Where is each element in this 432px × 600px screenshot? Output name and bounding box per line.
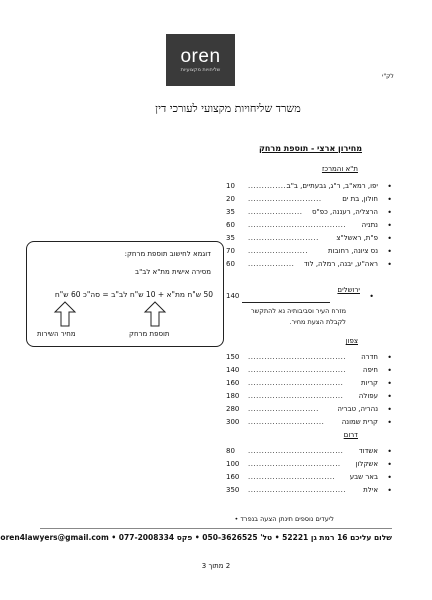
dot-leader: ...............	[248, 182, 289, 190]
price-row	[226, 233, 392, 244]
city-name: ראה"ע, יבנה, רמלה, לוד	[303, 260, 378, 268]
price-value: 140	[226, 292, 240, 300]
price-row-jerusalem	[226, 291, 374, 302]
price-value: 80	[226, 447, 235, 455]
city-name: חולון, בת ים	[342, 195, 378, 203]
price-value: 180	[226, 392, 240, 400]
city-name: קריות	[361, 379, 378, 387]
bullet-icon: •	[387, 221, 392, 230]
example-line1: מסירה אישית מת"א לב"ב	[135, 268, 211, 276]
price-row	[226, 194, 392, 205]
price-row	[226, 472, 392, 483]
city-name: פ"ת, ראשל"צ	[336, 234, 378, 242]
bullet-icon: •	[387, 247, 392, 256]
footer-note	[234, 515, 334, 523]
dot-leader: ...................................	[248, 392, 344, 400]
city-name: חדרה	[361, 353, 378, 361]
price-row	[226, 259, 392, 270]
price-row	[226, 352, 392, 363]
region-heading-south: דרום	[343, 431, 358, 439]
dot-leader: ...................................	[248, 447, 344, 455]
bullet-icon: •	[387, 182, 392, 191]
price-row	[226, 365, 392, 376]
price-value: 150	[226, 353, 240, 361]
office-title: משרד שליחויות מקצועי לעורכי דין	[155, 102, 301, 115]
bullet-icon: •	[387, 405, 392, 414]
price-value: 60	[226, 221, 235, 229]
region-heading-north: צפון	[345, 337, 358, 345]
city-name: יפו, רמא"ב, ר"ג, גבעתיים, ב"ב	[286, 182, 378, 190]
price-value: 70	[226, 247, 235, 255]
city-name: אשדוד	[358, 447, 378, 455]
price-value: 160	[226, 379, 240, 387]
dot-leader: ................................	[248, 473, 336, 481]
price-value: 350	[226, 486, 240, 494]
page-number: 2 מתוך 3	[201, 562, 231, 570]
price-row	[226, 246, 392, 257]
price-row	[226, 391, 392, 402]
jerusalem-price-line	[242, 302, 330, 303]
dot-leader: .................	[248, 260, 295, 268]
city-name: נתניה	[361, 221, 378, 229]
bullet-icon: •	[387, 260, 392, 269]
dot-leader: ....................................	[248, 221, 347, 229]
dot-leader: ....................................	[248, 353, 347, 361]
city-name: נהריה, טבריה	[337, 405, 378, 413]
bullet-icon: •	[387, 418, 392, 427]
price-value: 35	[226, 208, 235, 216]
bullet-icon: •	[234, 515, 239, 523]
city-name: אשקלון	[355, 460, 378, 468]
region-heading-center: ת"א והמרכז	[321, 165, 358, 173]
label-service-price: מחיר השירות	[37, 330, 76, 338]
dot-leader: ............................	[248, 418, 325, 426]
bullet-icon: •	[387, 392, 392, 401]
dot-leader: ....................	[248, 208, 303, 216]
dot-leader: ....................................	[248, 486, 347, 494]
price-value: 280	[226, 405, 240, 413]
city-name: נס ציונה, רחובות	[327, 247, 378, 255]
price-row	[226, 181, 392, 192]
dot-leader: ......................	[248, 247, 308, 255]
price-row	[226, 485, 392, 496]
price-value: 300	[226, 418, 240, 426]
city-name: קרית שמונה	[341, 418, 378, 426]
footer-address: שלום עליכם 16 רמת גן 52221 • טל' 050-3626525 • פקס 077-2008334 • oren4lawyers@gmail.com	[0, 533, 392, 542]
price-value: 100	[226, 460, 240, 468]
footer-divider	[40, 528, 392, 529]
city-name: אילת	[363, 486, 378, 494]
bullet-icon: •	[387, 447, 392, 456]
bullet-icon: •	[387, 379, 392, 388]
dot-leader: ....................................	[248, 366, 347, 374]
price-row	[226, 378, 392, 389]
price-value: 35	[226, 234, 235, 242]
price-row	[226, 459, 392, 470]
price-row	[226, 417, 392, 428]
jerusalem-note-1: מזרח העיר וסביבותיה נא להתקשר	[250, 307, 346, 315]
price-value: 160	[226, 473, 240, 481]
price-list-title: מחירון ארצי - תוספת מרחק	[259, 144, 362, 153]
bullet-icon: •	[387, 353, 392, 362]
price-row	[226, 220, 392, 231]
city-name: חיפה	[362, 366, 378, 374]
price-value: 20	[226, 195, 235, 203]
footer-note-text: ליעדים נוספים תינתן הצעה בנפרד	[240, 515, 334, 523]
example-box	[26, 241, 224, 347]
dot-leader: ..........................	[248, 234, 319, 242]
price-value: 10	[226, 182, 235, 190]
up-arrow-icon	[54, 301, 76, 327]
price-row	[226, 446, 392, 457]
price-value: 140	[226, 366, 240, 374]
bullet-icon: •	[387, 208, 392, 217]
label-distance-addon: תוספת מרחק	[129, 330, 170, 338]
city-name: הרצליה, רעננה, כפ"ס	[311, 208, 378, 216]
example-title: דוגמא לחישוב תוספת מרחק:	[124, 250, 211, 258]
bullet-icon: •	[387, 486, 392, 495]
bullet-icon: •	[387, 195, 392, 204]
bullet-icon: •	[387, 366, 392, 375]
dot-leader: ...................................	[248, 379, 344, 387]
example-equation: 50 ש"ח מת"א + 10 ש"ח לב"ב = סה"כ 60 ש"ח	[54, 290, 213, 299]
region-heading-jerusalem: ירושלים	[337, 286, 360, 294]
city-name: עפולה	[358, 392, 378, 400]
jerusalem-note-2: לקבלת הצעת מחיר.	[289, 318, 346, 326]
logo-wordmark: oren	[180, 46, 221, 67]
dot-leader: ...........................	[248, 195, 322, 203]
price-row	[226, 207, 392, 218]
bullet-icon: •	[387, 473, 392, 482]
header-ref: לק"י	[382, 73, 394, 80]
bullet-icon: •	[387, 460, 392, 469]
bullet-icon: •	[387, 234, 392, 243]
dot-leader: ..........................	[248, 405, 319, 413]
price-value: 60	[226, 260, 235, 268]
up-arrow-icon	[144, 301, 166, 327]
city-name: באר שבע	[349, 473, 378, 481]
dot-leader: ..................................	[248, 460, 341, 468]
logo-tagline: שליחויות מקצועיות	[180, 67, 221, 73]
bullet-icon: •	[369, 292, 374, 301]
price-row	[226, 404, 392, 415]
oren-logo	[166, 34, 235, 86]
